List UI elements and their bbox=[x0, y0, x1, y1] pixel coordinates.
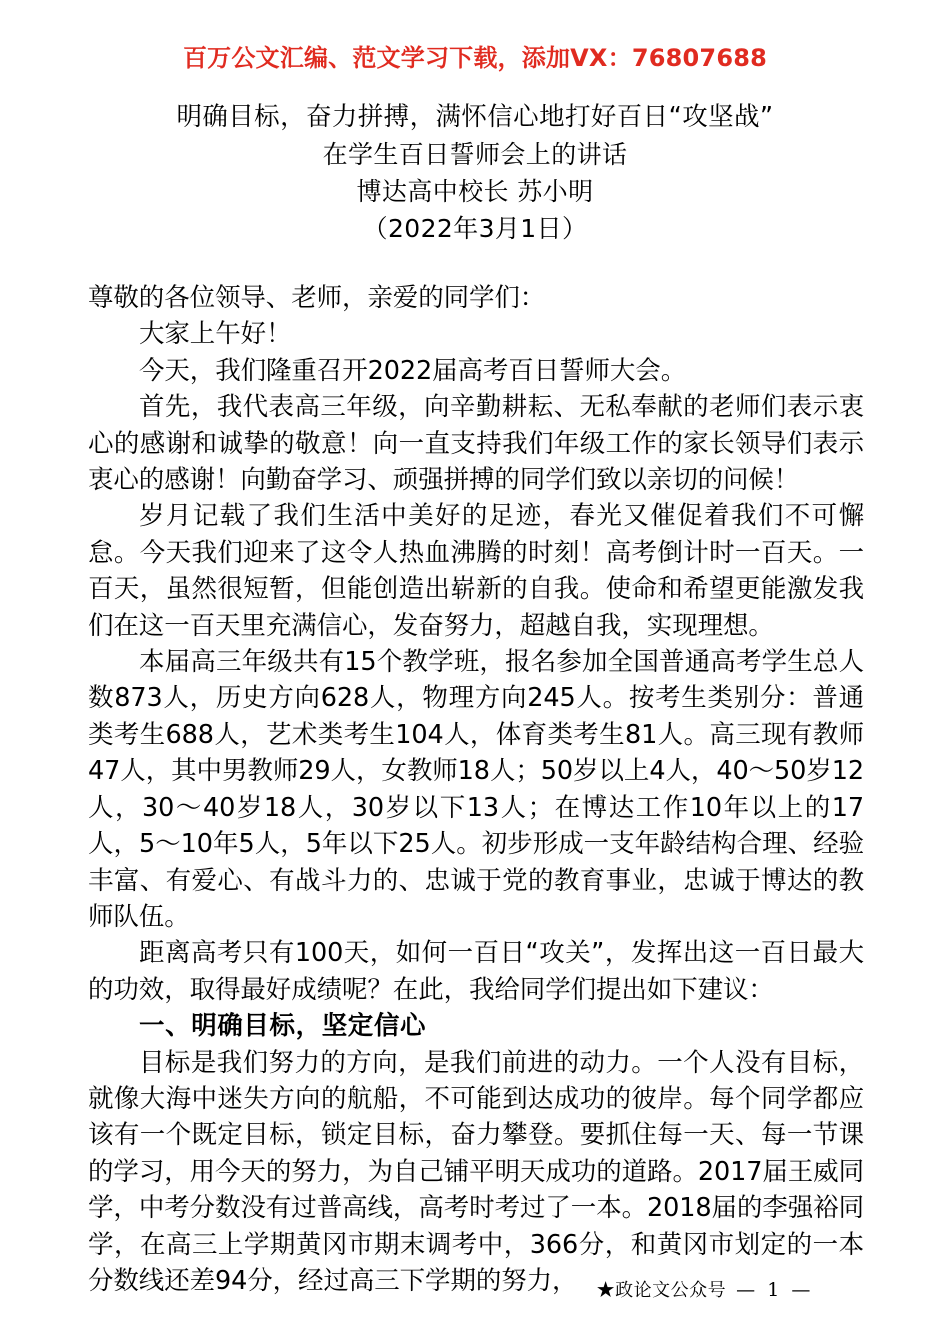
body-paragraph: 岁月记载了我们生活中美好的足迹，春光又催促着我们不可懈怠。今天我们迎来了这令人热血沸腾的时刻！高考倒计时一百天。一百天，虽然很短暂，但能创造出崭新的自我。使命和希望更能激发我们在这一百天里充满信心，发奋努力，超越自我，实现理想。 bbox=[88, 501, 864, 641]
document-subtitle: 在学生百日誓师会上的讲话 bbox=[322, 140, 628, 169]
document-date: （2022年3月1日） bbox=[362, 214, 588, 243]
footer-inner bbox=[137, 1276, 814, 1302]
title-block bbox=[0, 99, 950, 247]
page-footer bbox=[0, 1276, 950, 1302]
document-title: 明确目标，奋力拼搏，满怀信心地打好百日“攻坚战” bbox=[176, 102, 774, 132]
document-body bbox=[88, 280, 864, 1299]
page-number: — 1 — bbox=[736, 1279, 814, 1301]
salutation-line: 尊敬的各位领导、老师，亲爱的同学们： bbox=[88, 283, 546, 313]
body-paragraph: 首先，我代表高三年级，向辛勤耕耘、无私奉献的老师们表示衷心的感谢和诚挚的敬意！向一直支持我们年级工作的家长领导们表示衷心的感谢！向勤奋学习、顽强拼搏的同学们致以亲切的问候！ bbox=[88, 392, 864, 496]
body-paragraph: 距离高考只有100天，如何一百日“攻关”，发挥出这一百日最大的功效，取得最好成绩呢？在此，我给同学们提出如下建议： bbox=[88, 938, 864, 1005]
section-heading: 一、明确目标，坚定信心 bbox=[139, 1011, 427, 1042]
body-paragraph: 大家上午好！ bbox=[139, 319, 292, 350]
document-speaker: 博达高中校长 苏小明 bbox=[356, 177, 594, 206]
body-paragraph: 本届高三年级共有15个教学班，报名参加全国普通高考学生总人数873人，历史方向628人，物理方向245人。按考生类别分：普通类考生688人，艺术类考生104人，体育类考生81人。高三现有教师47人，其中男教师29人，女教师18人；50岁以上4人，40～50岁12人，30～40岁18人，30岁以下13人；在博达工作10年以上的17人，5～10年5人，5年以下25人。初步形成一支年龄结构合理、经验丰富、有爱心、有战斗力的、忠诚于党的教育事业，忠诚于博达的教师队伍。 bbox=[88, 647, 864, 932]
promo-banner: 百万公文汇编、范文学习下载，添加VX：76807688 bbox=[182, 44, 768, 72]
body-paragraph: 今天，我们隆重召开2022届高考百日誓师大会。 bbox=[139, 355, 687, 386]
footer-watermark: ★政论文公众号 bbox=[596, 1280, 727, 1301]
body-paragraph: 目标是我们努力的方向，是我们前进的动力。一个人没有目标，就像大海中迷失方向的航船，不可能到达成功的彼岸。每个同学都应该有一个既定目标，锁定目标，奋力攀登。要抓住每一天、每一节课的学习，用今天的努力，为自己铺平明天成功的道路。2017届王威同学，中考分数没有过普高线，高考时考过了一本。2018届的李强裕同学，在高三上学期黄冈市期末调考中，366分，和黄冈市划定的一本分数线还差94分，经过高三下学期的努力， bbox=[88, 1047, 864, 1296]
